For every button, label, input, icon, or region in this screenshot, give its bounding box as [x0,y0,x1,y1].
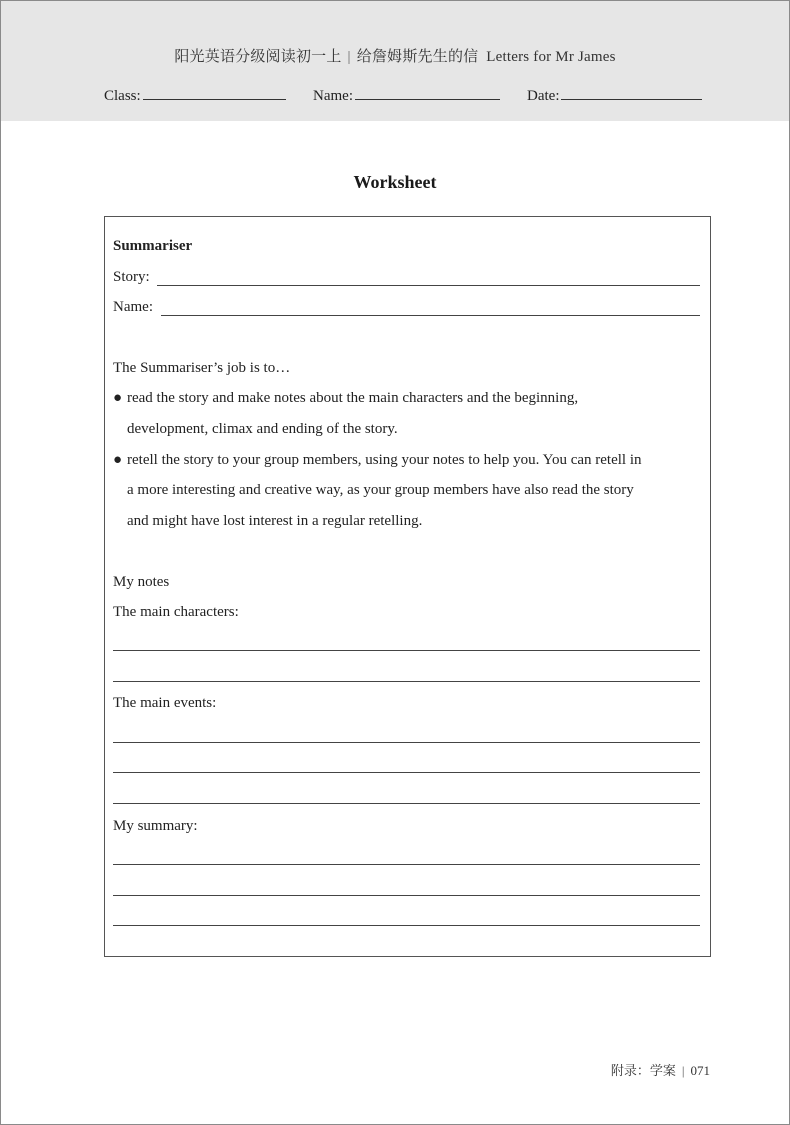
events-line-3[interactable] [113,803,700,804]
footer-section: 附录：学案 [610,1063,676,1078]
book-series-title: 阳光英语分级阅读初一上 [174,49,342,65]
class-label: Class: [104,88,141,104]
page-number: 071 [690,1063,710,1078]
summary-line-3[interactable] [113,925,700,926]
characters-line-1[interactable] [113,650,700,651]
name-blank-line-box[interactable] [161,315,700,316]
page-footer: 附录：学案 | 071 [610,1063,710,1078]
summary-line-2[interactable] [113,895,700,896]
name-field[interactable] [313,85,500,105]
name-label: Name: [313,88,353,104]
my-summary-label: My summary: [113,818,198,834]
bullet-2-line-3: and might have lost interest in a regular retelling. [127,513,423,529]
job-intro: The Summariser’s job is to… [113,360,291,376]
header-fields [104,85,724,105]
role-heading: Summariser [113,238,193,254]
class-blank-line[interactable] [143,85,286,100]
summary-line-1[interactable] [113,864,700,865]
book-english-title: Letters for Mr James [486,49,616,65]
bullet-1-line-2: development, climax and ending of the story. [127,421,398,437]
main-events-label: The main events: [113,695,217,711]
bullet-1-line-1: ● read the story and make notes about the main characters and the beginning, [113,390,579,406]
date-field[interactable] [527,85,702,105]
worksheet-title: Worksheet [353,172,437,192]
date-label: Date: [527,88,560,104]
bullet-dot-icon: ● [113,452,123,468]
characters-line-2[interactable] [113,681,700,682]
events-line-1[interactable] [113,742,700,743]
bullet-2-line-1: ● retell the story to your group members, using your notes to help you. You can retell in [113,452,642,468]
class-field[interactable] [104,85,286,105]
summariser-box [104,216,711,957]
main-characters-label: The main characters: [113,604,239,620]
date-blank-line[interactable] [561,85,702,100]
story-label: Story: [113,269,150,285]
bullet-2-line-2: a more interesting and creative way, as your group members have also read the story [127,482,634,498]
my-notes-label: My notes [113,574,170,590]
book-chinese-title: 给詹姆斯先生的信 [356,49,479,65]
bullet-dot-icon: ● [113,390,123,406]
story-blank-line[interactable] [157,285,700,286]
name-blank-line[interactable] [355,85,500,100]
header-title: 阳光英语分级阅读初一上 | 给詹姆斯先生的信 Letters for Mr James [174,49,616,65]
name-label-box: Name: [113,299,153,315]
events-line-2[interactable] [113,772,700,773]
